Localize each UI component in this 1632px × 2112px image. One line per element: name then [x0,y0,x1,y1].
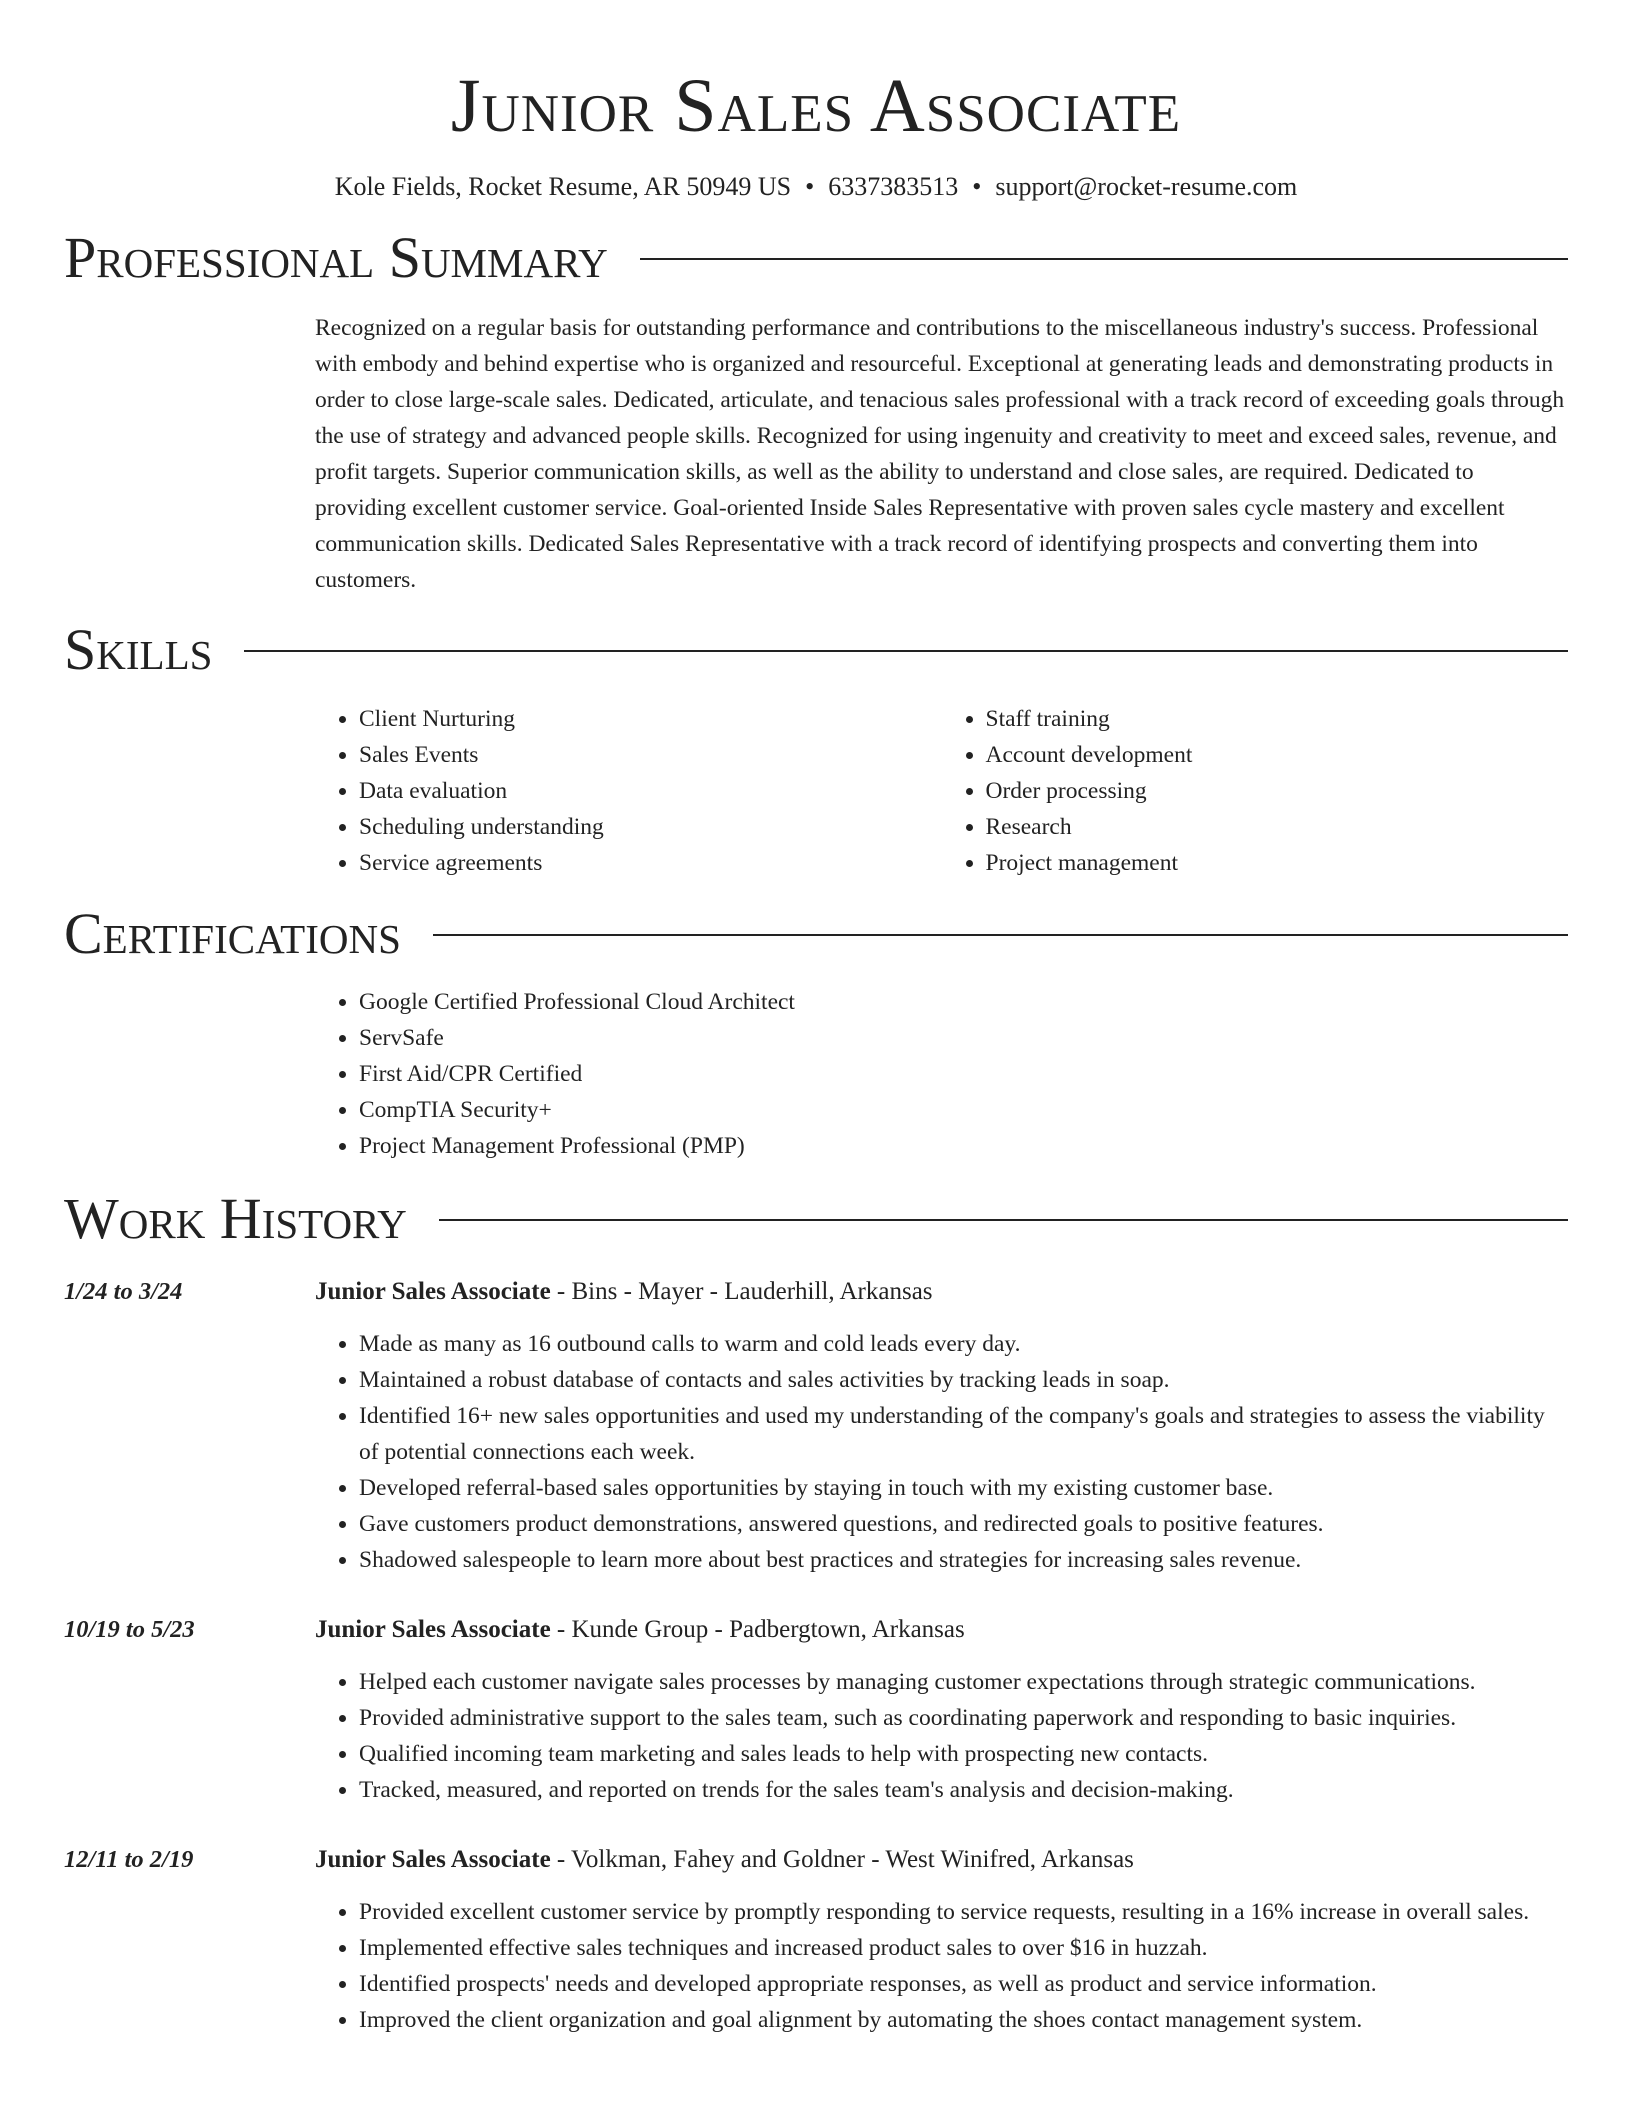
skill-item: • Account development [986,737,1569,773]
certification-item: • CompTIA Security+ [359,1092,1568,1128]
job-details: - Bins - Mayer - Lauderhill, Arkansas [550,1278,933,1305]
contact-address: Kole Fields, Rocket Resume, AR 50949 US [334,172,792,201]
job-bullet: • Tracked, measured, and reported on trends for the sales team's analysis and decision-making. [359,1772,1568,1808]
section-divider [640,258,1568,260]
job-bullet: • Qualified incoming team marketing and sales leads to help with prospecting new contacts. [359,1736,1568,1772]
job-bullet: • Gave customers product demonstrations, answered questions, and redirected goals to positive features. [359,1506,1568,1542]
contact-email: support@rocket-resume.com [995,172,1298,201]
job-role: Junior Sales Associate [315,1846,551,1873]
job-entry [64,1612,1568,1808]
contact-line [64,170,1568,204]
job-entry [64,1842,1568,2038]
skill-item: • Scheduling understanding [359,809,942,845]
job-bullet: • Shadowed salespeople to learn more about best practices and strategies for increasing sales revenue. [359,1542,1568,1578]
job-dates: 10/19 to 5/23 [64,1616,195,1643]
skill-item: • Order processing [986,773,1569,809]
job-bullet: • Provided administrative support to the sales team, such as coordinating paperwork and responding to basic inquiries. [359,1700,1568,1736]
job-bullet: • Made as many as 16 outbound calls to warm and cold leads every day. [359,1326,1568,1362]
skills-body [315,701,1568,881]
certification-item: • Google Certified Professional Cloud Architect [359,984,1568,1020]
work-section-heading [64,1184,1568,1254]
job-header [315,1842,1568,1878]
job-main [315,1842,1568,2038]
certification-item: • Project Management Professional (PMP) [359,1128,1568,1164]
contact-separator: • [972,172,982,201]
job-bullet: • Maintained a robust database of contacts and sales activities by tracking leads in soap. [359,1362,1568,1398]
job-bullet: • Identified prospects' needs and developed appropriate responses, as well as product and service information. [359,1966,1568,2002]
job-main [315,1274,1568,1578]
certification-item: • ServSafe [359,1020,1568,1056]
job-role: Junior Sales Associate [315,1616,551,1643]
certifications-list [315,984,1568,1164]
work-heading: Work History [64,1186,407,1251]
skill-item: • Service agreements [359,845,942,881]
job-header [315,1612,1568,1648]
summary-text: Recognized on a regular basis for outstanding performance and contributions to the miscellaneous industry's success. Professional with embody and behind expertise who is organized and resourceful. Exceptional at generating leads and demonstrating products in order to close large-scale sales. Dedicated, articulate, and tenacious sales professional with a track record of exceeding goals through the use of strategy and advanced people skills. Recognized for using ingenuity and creativity to meet and exceed sales, revenue, and profit targets. Superior communication skills, as well as the ability to understand and close sales, are required. Dedicated to providing excellent customer service. Goal-oriented Inside Sales Representative with proven sales cycle mastery and excellent communication skills. Dedicated Sales Representative with a track record of identifying prospects and converting them into customers. [315,315,1565,593]
skills-list-left [315,701,942,881]
job-bullets [315,1326,1568,1578]
job-bullet: • Improved the client organization and goal alignment by automating the shoes contact management system. [359,2002,1568,2038]
job-entry [64,1274,1568,1578]
job-bullet: • Helped each customer navigate sales processes by managing customer expectations through strategic communications. [359,1664,1568,1700]
section-divider [439,1219,1568,1221]
skills-list-right [942,701,1569,881]
skills-grid [315,701,1568,881]
certifications-body [315,984,1568,1164]
skill-item: • Project management [986,845,1569,881]
job-bullets [315,1664,1568,1808]
job-dates: 1/24 to 3/24 [64,1278,183,1305]
job-bullet: • Identified 16+ new sales opportunities and used my understanding of the company's goals and strategies to assess the viability of potential connections each week. [359,1398,1568,1470]
resume-page [64,0,1568,2112]
contact-phone: 6337383513 [828,172,959,201]
job-dates: 12/11 to 2/19 [64,1846,194,1873]
job-bullet: • Developed referral-based sales opportunities by staying in touch with my existing customer base. [359,1470,1568,1506]
section-divider [244,650,1568,652]
skill-item: • Client Nurturing [359,701,942,737]
certifications-section-heading [64,899,1568,969]
job-bullet: • Provided excellent customer service by promptly responding to service requests, resulting in a 16% increase in overall sales. [359,1894,1568,1930]
skill-item: • Sales Events [359,737,942,773]
skills-heading: Skills [64,617,213,682]
skill-item: • Data evaluation [359,773,942,809]
summary-body [315,310,1568,598]
skill-item: • Research [986,809,1569,845]
job-bullets [315,1894,1568,2038]
summary-section-heading [64,223,1568,293]
summary-heading: Professional Summary [64,225,608,290]
job-header [315,1274,1568,1310]
contact-separator: • [805,172,815,201]
job-details: - Volkman, Fahey and Goldner - West Winifred, Arkansas [550,1846,1134,1873]
section-divider [433,934,1568,936]
resume-title: Junior Sales Associate [450,64,1182,148]
skills-section-heading [64,615,1568,685]
job-details: - Kunde Group - Padbergtown, Arkansas [550,1616,965,1643]
job-bullet: • Implemented effective sales techniques and increased product sales to over $16 in huzzah. [359,1930,1568,1966]
skill-item: • Staff training [986,701,1569,737]
job-role: Junior Sales Associate [315,1278,551,1305]
certifications-heading: Certifications [64,901,401,966]
job-main [315,1612,1568,1808]
certification-item: • First Aid/CPR Certified [359,1056,1568,1092]
